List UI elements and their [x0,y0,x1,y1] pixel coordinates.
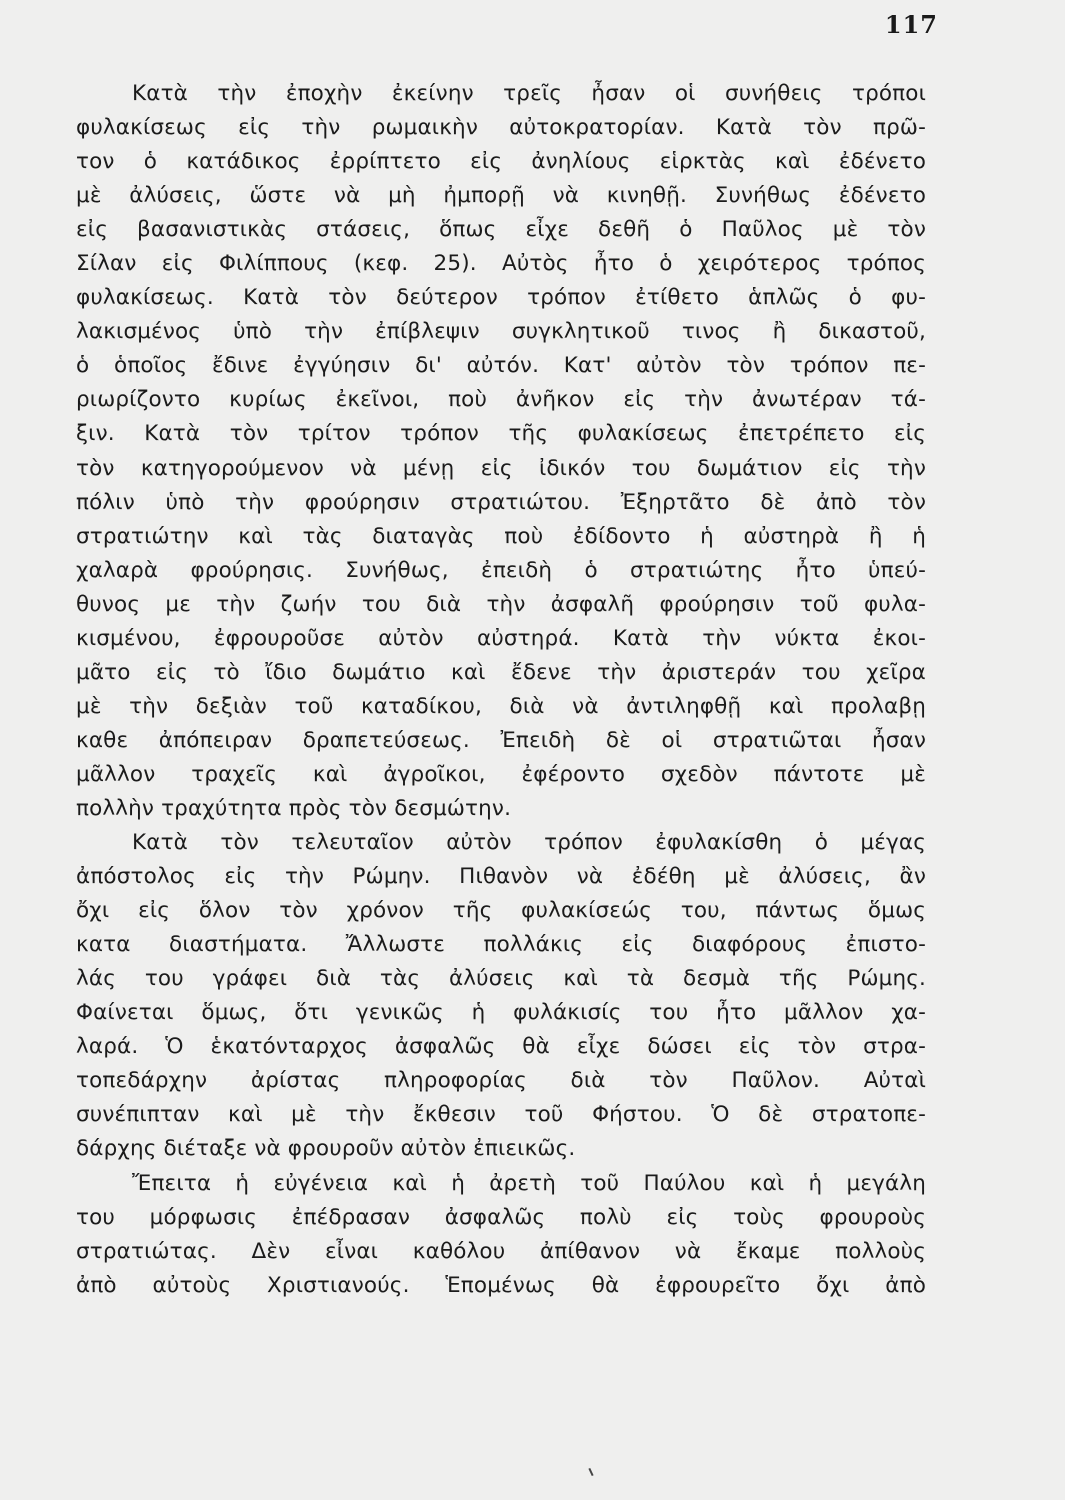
page-number: 117 [884,10,938,39]
text-line: συνέπιπταν καὶ μὲ τὴν ἔκθεσιν τοῦ Φήστου. Ὁ δὲ στρατοπε- [76,1102,926,1128]
text-line: τον ὁ κατάδικος ἐρρίπτετο εἰς ἀνηλίους εἱρκτὰς καὶ ἐδένετο [76,149,926,175]
text-line: λαρά. Ὁ ἑκατόνταρχος ἀσφαλῶς θὰ εἶχε δώσει εἰς τὸν στρα- [76,1034,926,1060]
text-line: φυλακίσεως εἰς τὴν ρωμαικὴν αὐτοκρατορίαν. Κατὰ τὸν πρῶ- [76,115,926,141]
text-line: Ἔπειτα ἡ εὐγένεια καὶ ἡ ἀρετὴ τοῦ Παύλου καὶ ἡ μεγάλη [132,1170,926,1196]
text-line: φυλακίσεως. Κατὰ τὸν δεύτερον τρόπον ἐτίθετο ἁπλῶς ὁ φυ- [76,285,926,311]
text-line: ὁ ὁποῖος ἔδινε ἐγγύησιν δι' αὐτόν. Κατ' αὐτὸν τὸν τρόπον πε- [76,353,926,379]
text-line: ἀπὸ αὐτοὺς Χριστιανούς. Ἑπομένως θὰ ἐφρουρεῖτο ὄχι ἀπὸ [76,1272,926,1298]
text-line: χαλαρὰ φρούρησις. Συνήθως, ἐπειδὴ ὁ στρατιώτης ἦτο ὑπεύ- [76,557,926,583]
body-text [76,77,926,1303]
text-line: τοπεδάρχην ἀρίστας πληροφορίας διὰ τὸν Παῦλον. Αὐταὶ [76,1068,926,1094]
text-line: κατα διαστήματα. Ἄλλωστε πολλάκις εἰς διαφόρους ἐπιστο- [76,932,926,958]
text-line: μὲ τὴν δεξιὰν τοῦ καταδίκου, διὰ νὰ ἀντιληφθῇ καὶ προλαβῃ [76,693,926,719]
text-line: πολλὴν τραχύτητα πρὸς τὸν δεσμώτην. [76,795,512,821]
text-line: Σίλαν εἰς Φιλίππους (κεφ. 25). Αὐτὸς ἦτο ὁ χειρότερος τρόπος [76,251,926,277]
text-line: στρατιώτας. Δὲν εἶναι καθόλου ἀπίθανον νὰ ἔκαμε πολλοὺς [76,1238,926,1264]
text-line: Φαίνεται ὅμως, ὅτι γενικῶς ἡ φυλάκισίς του ἦτο μᾶλλον χα- [76,1000,926,1026]
text-line: θυνος με τὴν ζωήν του διὰ τὴν ἀσφαλῆ φρούρησιν τοῦ φυλα- [76,591,926,617]
text-line: μὲ ἀλύσεις, ὥστε νὰ μὴ ἠμπορῇ νὰ κινηθῇ. Συνήθως ἐδένετο [76,183,926,209]
text-line: στρατιώτην καὶ τὰς διαταγὰς ποὺ ἐδίδοντο ἡ αὐστηρὰ ἢ ἡ [76,523,926,549]
text-line: ἀπόστολος εἰς τὴν Ρώμην. Πιθανὸν νὰ ἐδέθη μὲ ἀλύσεις, ἂν [76,864,926,890]
text-line: εἰς βασανιστικὰς στάσεις, ὅπως εἶχε δεθῆ ὁ Παῦλος μὲ τὸν [76,217,926,243]
text-line: δάρχης διέταξε νὰ φρουροῦν αὐτὸν ἐπιεικῶς. [76,1136,576,1162]
text-line: μᾶλλον τραχεῖς καὶ ἀγροῖκοι, ἐφέροντο σχεδὸν πάντοτε μὲ [76,761,926,787]
print-speck [588,1468,593,1476]
text-line: ριωρίζοντο κυρίως ἐκεῖνοι, ποὺ ἀνῆκον εἰς τὴν ἀνωτέραν τά- [76,387,926,413]
text-line: μᾶτο εἰς τὸ ἴδιο δωμάτιο καὶ ἔδενε τὴν ἀριστεράν του χεῖρα [76,659,926,685]
text-line: καθε ἀπόπειραν δραπετεύσεως. Ἐπειδὴ δὲ οἱ στρατιῶται ἦσαν [76,727,926,753]
text-line: λάς του γράφει διὰ τὰς ἀλύσεις καὶ τὰ δεσμὰ τῆς Ρώμης. [76,966,926,992]
text-line: λακισμένος ὑπὸ τὴν ἐπίβλεψιν συγκλητικοῦ τινος ἢ δικαστοῦ, [76,319,926,345]
text-line: ὄχι εἰς ὅλον τὸν χρόνον τῆς φυλακίσεώς του, πάντως ὅμως [76,898,926,924]
text-line: πόλιν ὑπὸ τὴν φρούρησιν στρατιώτου. Ἐξηρτᾶτο δὲ ἀπὸ τὸν [76,489,926,515]
text-line: Κατὰ τὸν τελευταῖον αὐτὸν τρόπον ἐφυλακίσθη ὁ μέγας [132,830,926,856]
text-line: του μόρφωσις ἐπέδρασαν ἀσφαλῶς πολὺ εἰς τοὺς φρουροὺς [76,1204,926,1230]
text-line: κισμένου, ἐφρουροῦσε αὐτὸν αὐστηρά. Κατὰ τὴν νύκτα ἐκοι- [76,625,926,651]
text-line: ξιν. Κατὰ τὸν τρίτον τρόπον τῆς φυλακίσεως ἐπετρέπετο εἰς [76,421,926,447]
text-line: τὸν κατηγορούμενον νὰ μένῃ εἰς ἰδικόν του δωμάτιον εἰς τὴν [76,455,926,481]
text-line: Κατὰ τὴν ἐποχὴν ἐκείνην τρεῖς ἦσαν οἱ συνήθεις τρόποι [132,81,926,106]
